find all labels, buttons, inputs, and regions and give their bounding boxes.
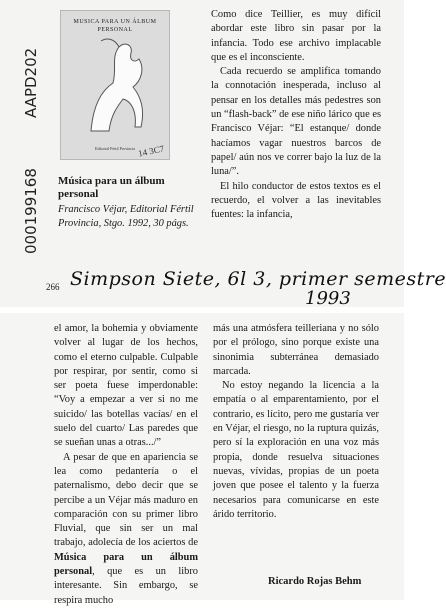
author-signature: Ricardo Rojas Behm	[268, 576, 362, 587]
book-title-bold: Música para un álbum personal	[54, 551, 198, 578]
paragraph-text: A pesar de que en apariencia se lea como pedantería o el paternalismo, debo decir que se percibe a un Véjar más maduro en comparación con su primer libro Fluvial, que sin ser un mal trabajo, adolecía de los aciertos de	[54, 451, 198, 549]
paragraph: más una atmósfera teilleriana y no sólo por el prólogo, sino porque existe una sinonimia subterránea demasiado marcada.	[213, 323, 379, 377]
pencil-note: 14 3C7	[137, 143, 166, 159]
handwritten-source: Simpson Siete, 6l 3, primer semestre	[70, 268, 446, 290]
top-right-column	[211, 8, 381, 222]
paragraph: El hilo conductor de estos textos es el recuerdo, el volver a las inevitables fuentes: la infancia,	[211, 180, 381, 221]
paragraph	[54, 451, 198, 608]
margin-handwritten-code: AAPD202	[22, 47, 40, 118]
review-bibliography: Francisco Véjar, Editorial Fértil Provincia, Stgo. 1992, 30 págs.	[58, 204, 194, 229]
paragraph-text: , que es un libro interesante. Sin embargo, se respira mucho	[54, 566, 198, 606]
bottom-right-column	[213, 322, 379, 522]
paragraph: Cada recuerdo se amplifica tomando la connotación inesperada, incluso al pensar en los detalles más pedestres son un “flash-back” de ese niño lárico que es Francisco Véjar: “El estanque/ donde hacíamos vagar nuestros barcos de papel/ aún nos ve correr bajo la luz de la luna/”.	[211, 66, 381, 178]
cover-publisher: Editorial Fértil Provincia	[95, 146, 135, 151]
horse-illustration-icon	[61, 11, 169, 159]
review-title: Música para un álbum personal	[58, 175, 165, 200]
book-cover-image	[60, 10, 170, 160]
page-number: 266	[46, 282, 60, 292]
margin-handwritten-number: 000199168	[22, 168, 40, 254]
bottom-left-column	[54, 322, 198, 608]
paragraph: Como dice Teillier, es muy difícil abordar este libro sin pasar por la infancia. Todo ese archivo implacable que es el inconsciente.	[211, 9, 381, 63]
paragraph: el amor, la bohemia y obviamente volver al lugar de los hechos, como el eterno culpable. Culpable por respirar, por sentir, como si ser poeta fuese imperdonable: “Voy a empezar a ver si no me suicido/ las botellas vacías/ en el suelo del cuarto/ Las paredes que se sueñan unas a otras.../”	[54, 323, 198, 449]
handwritten-year: 1993	[305, 288, 351, 309]
paragraph: No estoy negando la licencia a la empatía o al emparentamiento, por el contrario, es lícito, pero me gustaría ver en Véjar, el riesgo, no la ruptura quizás, pero sí la exploración en una voz más propia, donde resuelva situaciones nuevas, vívidas, propias de un poeta joven que posee el talento y la fuerza necesarios para comunicarse en este árido territorio.	[213, 380, 379, 520]
cover-title: MUSICA PARA UN ÁLBUM PERSONAL	[73, 19, 157, 33]
